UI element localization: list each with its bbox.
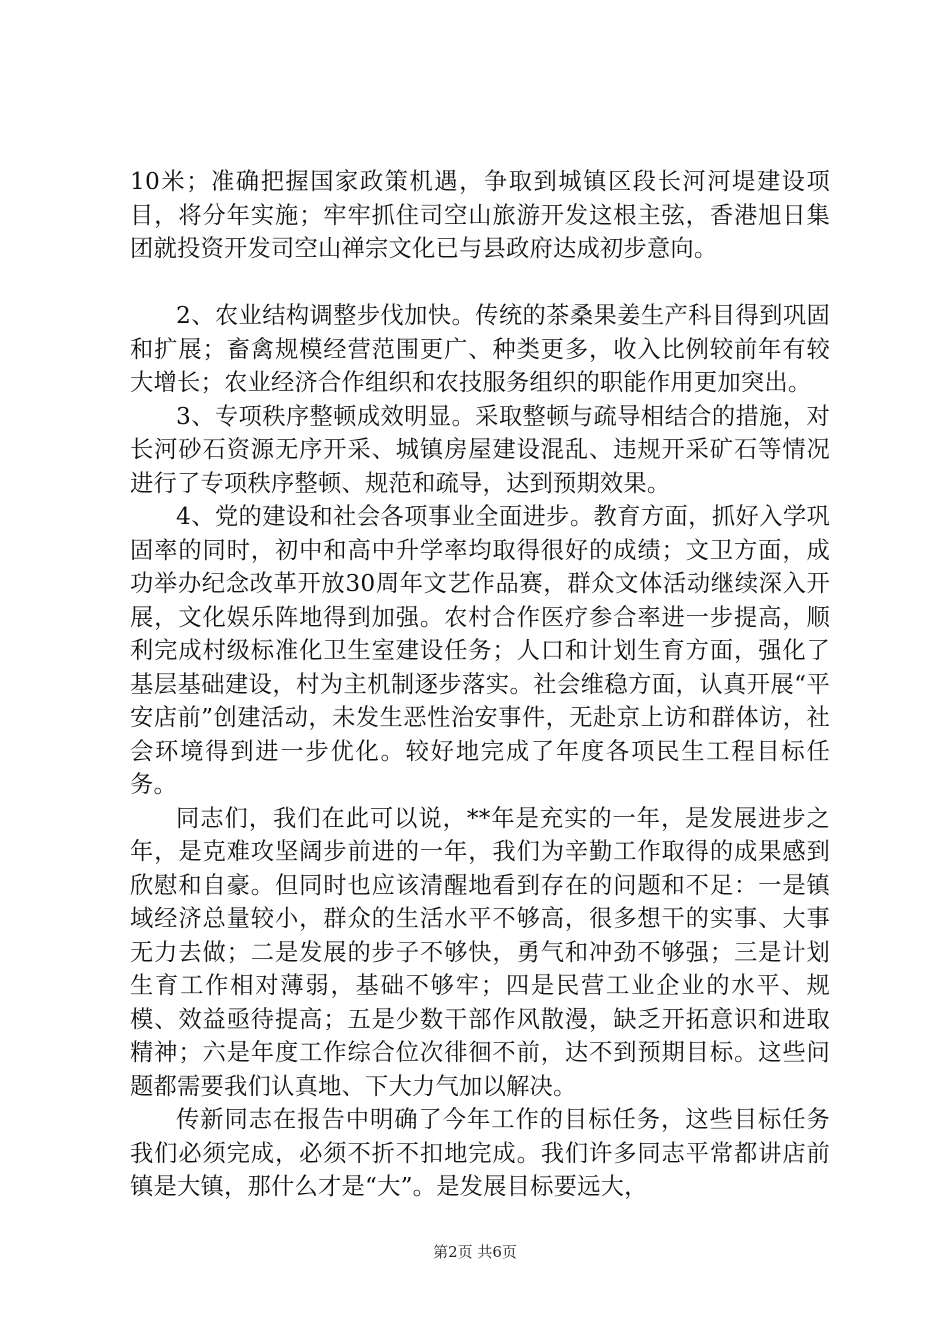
document-body (130, 165, 830, 1204)
page-number: 第2页 共6页 (433, 1243, 517, 1261)
paragraph-gap (130, 266, 830, 300)
paragraph-targets: 传新同志在报告中明确了今年工作的目标任务，这些目标任务我们必须完成，必须不折不扣地完成。我们许多同志平常都讲店前镇是大镇，那什么才是“大”。是发展目标要远大， (130, 1106, 830, 1200)
paragraph-continuation: 10米；准确把握国家政策机遇，争取到城镇区段长河河堤建设项目，将分年实施；牢牢抓住司空山旅游开发这根主弦，香港旭日集团就投资开发司空山禅宗文化已与县政府达成初步意向。 (130, 168, 830, 262)
paragraph-party-building: 4、党的建设和社会各项事业全面进步。教育方面，抓好入学巩固率的同时，初中和高中升学率均取得很好的成绩；文卫方面，成功举办纪念改革开放30周年文艺作品赛，群众文体活动继续深入开展，文化娱乐阵地得到加强。农村合作医疗参合率进一步提高，顺利完成村级标准化卫生室建设任务；人口和计划生育方面，强化了基层基础建设，村为主机制逐步落实。社会维稳方面，认真开展“平安店前”创建活动，未发生恶性治安事件，无赴京上访和群体访，社会环境得到进一步优化。较好地完成了年度各项民生工程目标任务。 (130, 503, 830, 798)
paragraph-comrades: 同志们，我们在此可以说，**年是充实的一年，是发展进步之年，是克难攻坚阔步前进的一年，我们为辛勤工作取得的成果感到欣慰和自豪。但同时也应该清醒地看到存在的问题和不足：一是镇域经济总量较小，群众的生活水平不够高，很多想干的实事、大事无力去做；二是发展的步子不够快，勇气和冲劲不够强；三是计划生育工作相对薄弱，基础不够牢；四是民营工业企业的水平、规模、效益亟待提高；五是少数干部作风散漫，缺乏开拓意识和进取精神；六是年度工作综合位次徘徊不前，达不到预期目标。这些问题都需要我们认真地、下大力气加以解决。 (130, 804, 830, 1100)
paragraph-order-rectification: 3、专项秩序整顿成效明显。采取整顿与疏导相结合的措施，对长河砂石资源无序开采、城镇房屋建设混乱、违规开采矿石等情况进行了专项秩序整顿、规范和疏导，达到预期效果。 (130, 402, 830, 497)
paragraph-agriculture: 2、农业结构调整步伐加快。传统的茶桑果姜生产科目得到巩固和扩展；畜禽规模经营范围更广、种类更多，收入比例较前年有较大增长；农业经济合作组织和农技服务组织的职能作用更加突出。 (130, 302, 830, 396)
